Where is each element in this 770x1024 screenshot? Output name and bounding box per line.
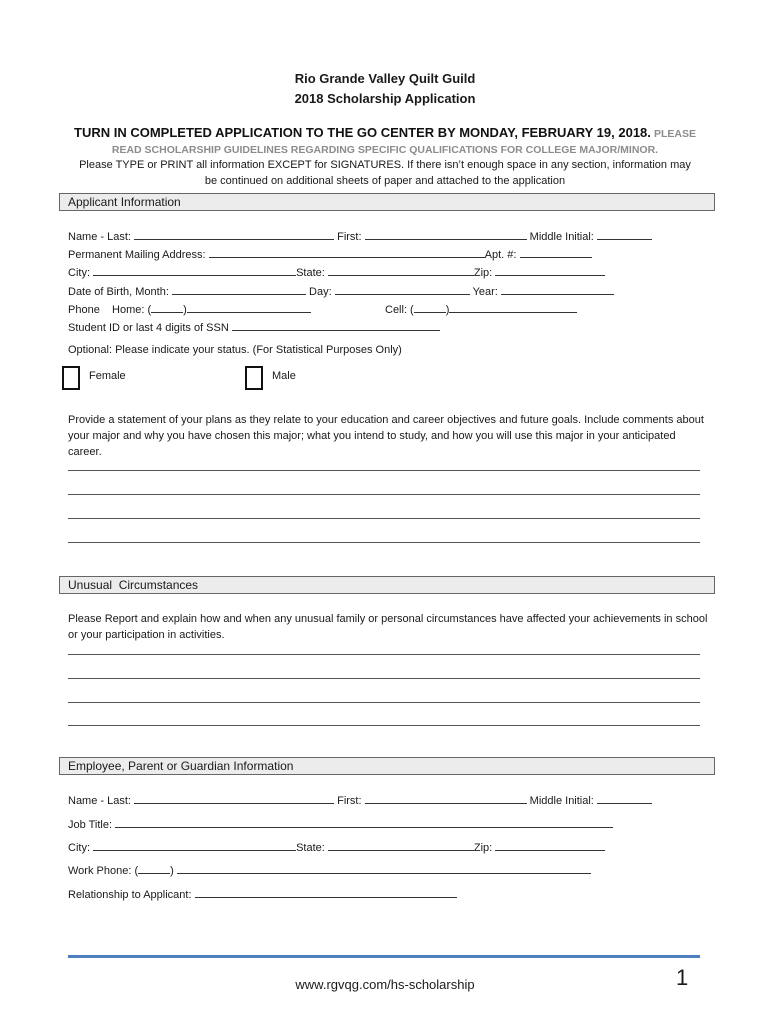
page-number: 1 [676,965,689,990]
female-checkbox[interactable] [62,366,80,390]
city-label: City: [68,267,90,279]
applicant-last-name-field[interactable] [134,229,334,240]
name-last-label: Name - Last: [68,231,131,243]
applicant-dob-row [68,284,614,299]
year-label: Year: [472,286,498,298]
relationship-row [68,887,457,902]
relationship-field[interactable] [195,887,457,898]
guardian-name-row [68,793,652,808]
unusual-prompt: Please Report and explain how and when any unusual family or personal circumstances have affected your achievements in school or your participation in activities. [68,613,708,641]
student-id-label: Student ID or last 4 digits of SSN [68,322,229,334]
home-phone-field[interactable] [187,302,311,313]
dob-day-field[interactable] [335,284,470,295]
applicant-city-row [68,265,605,280]
unusual-line-2[interactable] [68,678,700,679]
day-label: Day: [309,286,332,298]
unusual-line-1[interactable] [68,654,700,655]
guardian-city-label: City: [68,842,90,854]
work-paren-close: ) [170,865,174,877]
guardian-zip-field[interactable] [495,840,605,851]
mailing-address-field[interactable] [209,247,485,258]
work-phone-label: Work Phone: ( [68,865,139,877]
guardian-first-label: First: [337,795,362,807]
continued-notice: be continued on additional sheets of paper and attached to the application [204,174,566,187]
guardian-section-header: Employee, Parent or Guardian Information [59,757,715,775]
dob-year-field[interactable] [501,284,614,295]
statement-line-1[interactable] [68,470,700,471]
guidelines-notice: READ SCHOLARSHIP GUIDELINES REGARDING SPECIFIC QUALIFICATIONS FOR COLLEGE MAJOR/MINOR. [111,143,659,156]
guardian-zip-label: Zip: [473,842,493,854]
statement-line-2[interactable] [68,494,700,495]
male-checkbox[interactable] [245,366,263,390]
work-phone-row [68,863,591,878]
phone-home-label: Phone Home: ( [68,304,152,316]
please-label: PLEASE [653,128,696,140]
unusual-line-4[interactable] [68,725,700,726]
male-label: Male [272,370,296,382]
footer-url[interactable]: www.rgvqg.com/hs-scholarship [295,977,475,992]
statement-line-4[interactable] [68,542,700,543]
work-area-code-field[interactable] [138,863,170,874]
cell-label: Cell: ( [385,304,414,316]
home-area-code-field[interactable] [151,302,183,313]
work-phone-field[interactable] [177,863,591,874]
job-title-label: Job Title: [68,819,113,831]
optional-status-text: Optional: Please indicate your status. (For Statistical Purposes Only) [68,344,402,356]
guardian-city-row [68,840,605,855]
applicant-city-field[interactable] [93,265,296,276]
middle-initial-label: Middle Initial: [529,231,594,243]
student-id-row [68,320,440,335]
guardian-middle-initial-field[interactable] [597,793,652,804]
applicant-address-row [68,247,592,262]
guardian-last-name-field[interactable] [134,793,334,804]
mailing-address-label: Permanent Mailing Address: [68,249,206,261]
applicant-first-name-field[interactable] [365,229,527,240]
guardian-state-field[interactable] [328,840,474,851]
applicant-section-header: Applicant Information [59,193,715,211]
statement-prompt: Provide a statement of your plans as they relate to your education and career objectives and future goals. Include comments about your major and why you have chosen this major; what you intend to study, and how you will use this major in your anticipated career. [68,414,704,458]
cell-phone-field[interactable] [449,302,577,313]
cell-paren-close: ) [445,304,450,316]
applicant-zip-field[interactable] [495,265,605,276]
state-label: State: [296,267,325,279]
turn-in-deadline: TURN IN COMPLETED APPLICATION TO THE GO CENTER BY MONDAY, FEBRUARY 19, 2018. [74,125,651,140]
cell-area-code-field[interactable] [414,302,446,313]
apt-label: Apt. #: [484,249,517,261]
apt-field[interactable] [520,247,592,258]
unusual-line-3[interactable] [68,702,700,703]
guardian-city-field[interactable] [93,840,296,851]
home-paren-close: ) [183,304,187,316]
applicant-state-field[interactable] [328,265,474,276]
relationship-label: Relationship to Applicant: [68,889,192,901]
footer-divider [68,955,700,958]
guardian-middle-initial-label: Middle Initial: [529,795,594,807]
student-id-field[interactable] [232,320,440,331]
form-title: 2018 Scholarship Application [294,91,476,106]
unusual-section-header: Unusual Circumstances [59,576,715,594]
first-label: First: [337,231,362,243]
instructions-block [60,125,710,189]
zip-label: Zip: [473,267,493,279]
applicant-phone-row [68,302,311,317]
org-name: Rio Grande Valley Quilt Guild [294,71,476,86]
female-label: Female [89,370,126,382]
type-print-notice: Please TYPE or PRINT all information EXCEPT for SIGNATURES. If there isn’t enough space in any section, information may [79,159,691,171]
applicant-middle-initial-field[interactable] [597,229,652,240]
guardian-state-label: State: [296,842,325,854]
applicant-cell-row [385,302,577,317]
applicant-name-row [68,229,652,244]
job-title-field[interactable] [115,817,613,828]
statement-line-3[interactable] [68,518,700,519]
dob-month-field[interactable] [172,284,306,295]
guardian-name-last-label: Name - Last: [68,795,131,807]
guardian-first-name-field[interactable] [365,793,527,804]
dob-month-label: Date of Birth, Month: [68,286,169,298]
job-title-row [68,817,613,832]
